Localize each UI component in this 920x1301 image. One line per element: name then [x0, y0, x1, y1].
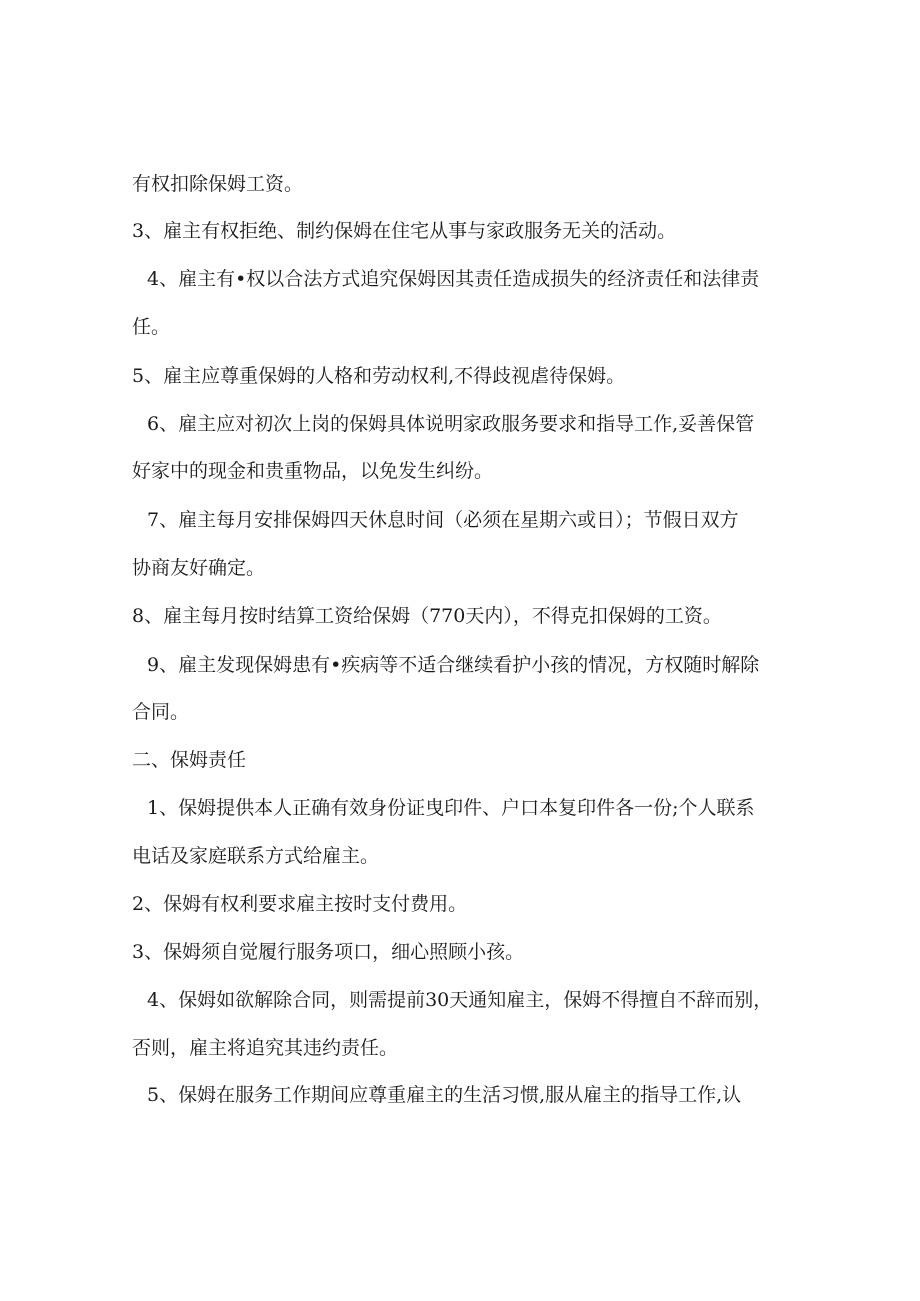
text-line: 否则，雇主将追究其违约责任。	[132, 1037, 399, 1059]
text-line: 3、保姆须自觉履行服务项口，细心照顾小孩。	[132, 941, 525, 963]
text-line: 协商友好确定。	[132, 557, 266, 579]
text-line: 5、雇主应尊重保姆的人格和劳动权利,不得歧视虐待保姆。	[132, 365, 626, 387]
text-line: 任。	[132, 316, 171, 338]
text-line: 合同。	[132, 701, 190, 723]
text-line: 2、保姆有权利要求雇主按时支付费用。	[132, 893, 468, 915]
text-line: 好家中的现金和贵重物品，以免发生纠纷。	[132, 460, 494, 482]
text-line: 电话及家庭联系方式给雇主。	[132, 845, 380, 867]
text-line: 9、雇主发现保姆患有•疾病等不适合继续看护小孩的情况，方权随时解除	[147, 654, 760, 676]
text-line: 3、雇主有权拒绝、制约保姆在住宅从事与家政服务无关的活动。	[132, 220, 677, 242]
text-line: 5、保姆在服务工作期间应尊重雇主的生活习惯,服从雇主的指导工作,认	[147, 1084, 742, 1106]
text-line: 4、保姆如欲解除合同，则需提前30天通知雇主，保姆不得擅自不辞而别，	[147, 989, 773, 1011]
text-line: 8、雇主每月按时结算工资给保姆（770天内），不得克扣保姆的工资。	[132, 605, 722, 627]
text-line: 1、保姆提供本人正确有效身份证曳印件、户口本复印件各一份;个人联系	[147, 797, 755, 819]
text-line: 4、雇主有•权以合法方式追究保姆因其责任造成损失的经济责任和法律责	[147, 268, 760, 290]
section-heading: 二、保姆责任	[132, 749, 247, 771]
text-line: 7、雇主每月安排保姆四天休息时间（必须在星期六或日）；节假日双方	[147, 509, 739, 531]
text-line: 有权扣除保姆工资。	[132, 173, 304, 195]
text-line: 6、雇主应对初次上岗的保姆具体说明家政服务要求和指导工作,妥善保管	[147, 413, 755, 435]
